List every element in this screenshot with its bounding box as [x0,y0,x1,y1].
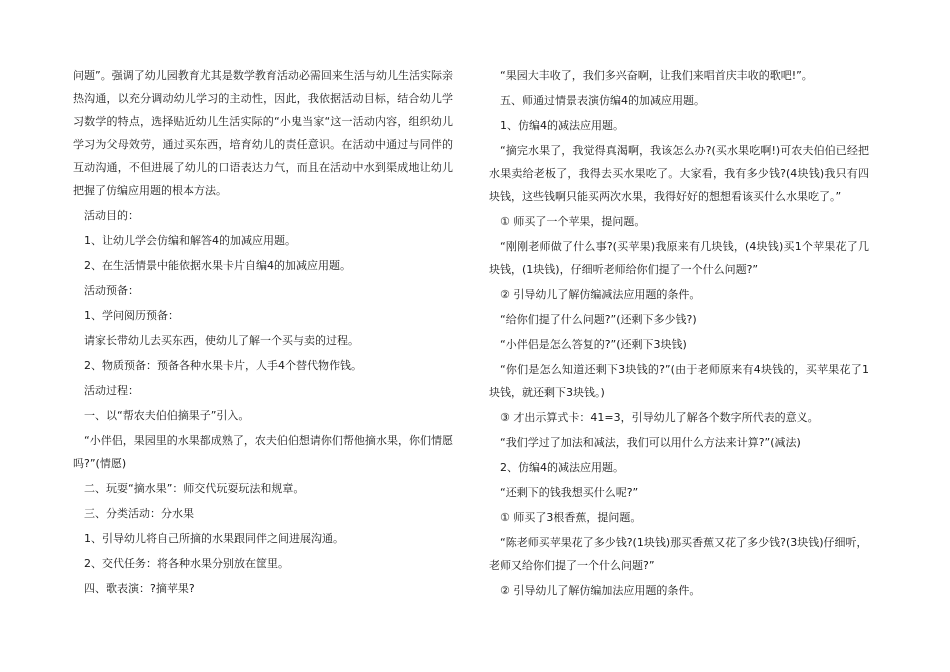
section-heading: 活动预备： [84,284,139,297]
text-line: 四、歌表演：?摘苹果? [84,582,195,595]
text-line: 1、仿编4的减法应用题。 [500,119,624,132]
text-line: 老师又给你们提了一个什么问题?” [489,559,655,572]
text-line: 2、物质预备：预备各种水果卡片，人手4个替代物作钱。 [84,359,362,372]
text-line: ② 引导幼儿了解仿编加法应用题的条件。 [500,584,701,597]
section-heading: 活动过程： [84,384,139,397]
text-line: ① 师买了3根香蕉，提问题。 [500,511,642,524]
section-heading: 五、师通过情景表演仿编4的加减应用题。 [500,94,705,107]
intro-paragraph: 问题”。强调了幼儿园教育尤其是数学教育活动必需回来生活与幼儿生活实际亲热沟通，以充分调动幼儿学习的主动性，因此，我依据活动目标，结合幼儿学习数学的特点，选择贴近幼儿生活实际的“小鬼当家“这一活动内容，组织幼儿学习为父母效劳，通过买东西，培育幼儿的责任意识。在活动中通过与同伴的互动沟通，不但进展了幼儿的口语表达力气，而且在活动中水到渠成地让幼儿把握了仿编应用题的根本方法。 [73,69,453,197]
text-line: 1、引导幼儿将自己所摘的水果跟同伴之间进展沟通。 [84,532,344,545]
text-paragraph: “刚刚老师做了什么事?(买苹果)我原来有几块钱，(4块钱)买1个苹果花了几块钱，(1块钱)，仔细听老师给你们提了一个什么问题?” [489,240,869,276]
text-line: 1、学问阅历预备： [84,309,179,322]
text-paragraph: “小伴侣，果园里的水果都成熟了，农夫伯伯想请你们帮他摘水果，你们情愿吗?”(情愿) [73,434,453,470]
text-line: 2、交代任务：将各种水果分别放在筐里。 [84,557,289,570]
text-line: 三、分类活动：分水果 [84,507,194,520]
text-line: 2、在生活情景中能依据水果卡片自编4的加减应用题。 [84,259,351,272]
text-line: ① 师买了一个苹果，提问题。 [500,215,646,228]
text-line: 二、玩耍“摘水果”：师交代玩耍玩法和规章。 [84,482,305,495]
text-line: “给你们提了什么问题?”(还剩下多少钱?) [500,313,697,326]
text-paragraph: “你们是怎么知道还剩下3块钱的?”(由于老师原来有4块钱的，买苹果花了1块钱，就还剩下3块钱。) [489,363,869,399]
text-line: “陈老师买苹果花了多少钱?(1块钱)那买香蕉又花了多少钱?(3块钱)仔细听， [500,536,868,549]
right-column [489,64,869,604]
section-heading: 活动目的： [84,209,139,222]
text-line: ② 引导幼儿了解仿编减法应用题的条件。 [500,288,701,301]
text-line: “小伴侣是怎么答复的?”(还剩下3块钱) [500,338,687,351]
left-column [73,64,453,602]
text-line: ③ 才出示算式卡：41=3，引导幼儿了解各个数字所代表的意义。 [500,411,819,424]
text-paragraph: “摘完水果了，我觉得真渴啊，我该怎么办?(买水果吃啊!)可农夫伯伯已经把水果卖给老板了，我得去买水果吃了。大家看，我有多少钱?(4块钱)我只有四块钱，这些钱啊只能买两次水果，我得好好的想想看该买什么水果吃了。” [489,144,869,203]
text-line: 一、以“帮农夫伯伯摘果子”引入。 [84,409,250,422]
text-line: 请家长带幼儿去买东西，使幼儿了解一个买与卖的过程。 [84,334,359,347]
text-line: “果园大丰收了，我们多兴奋啊，让我们来唱首庆丰收的歌吧!”。 [500,69,813,82]
text-line: 1、让幼儿学会仿编和解答4的加减应用题。 [84,234,296,247]
text-line: “还剩下的钱我想买什么呢?” [500,486,639,499]
text-line: “我们学过了加法和减法，我们可以用什么方法来计算?”(减法) [500,436,801,449]
text-line: 2、仿编4的减法应用题。 [500,461,624,474]
